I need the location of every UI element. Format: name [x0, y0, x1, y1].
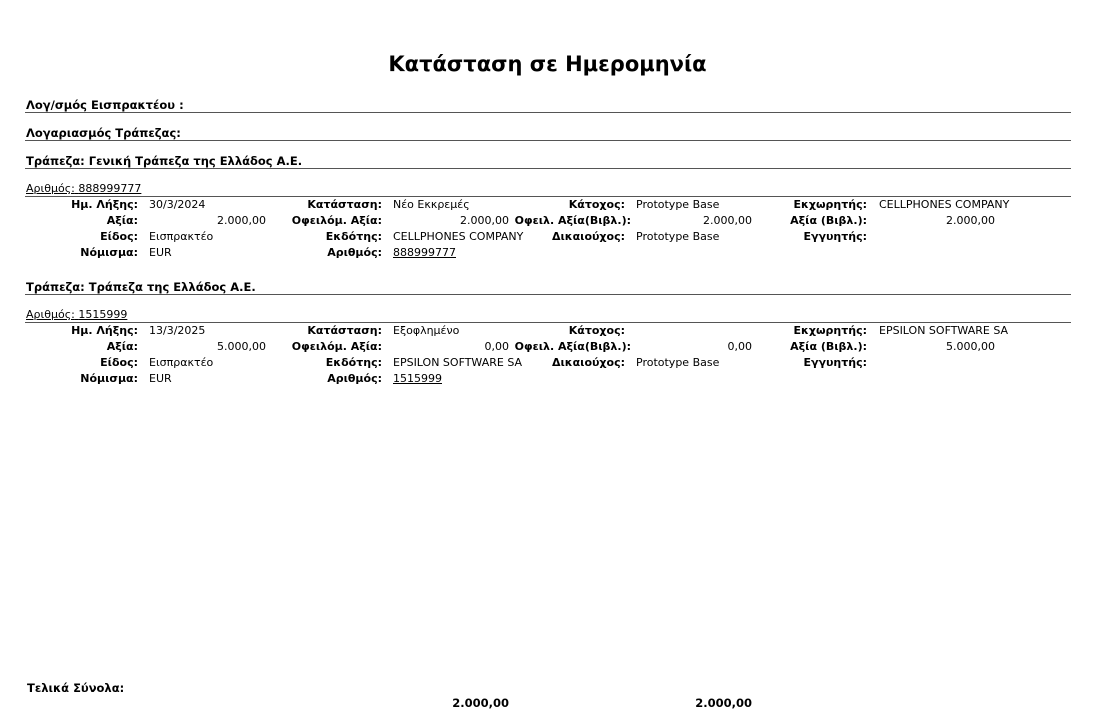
value-amount: 2.000,00 — [217, 214, 266, 227]
currency-label: Νόμισμα: — [80, 372, 138, 385]
expiry-label: Ημ. Λήξης: — [71, 324, 138, 337]
number-prefix: Αριθμός: — [26, 182, 75, 195]
bank-header: Τράπεζα: Γενική Τράπεζα της Ελλάδος Α.Ε. — [26, 154, 303, 168]
value-book-label: Αξία (Βιβλ.): — [790, 214, 867, 227]
endorser-value: EPSILON SOFTWARE SA — [879, 324, 1009, 337]
type-value: Εισπρακτέο — [149, 356, 214, 369]
endorser-value: CELLPHONES COMPANY — [879, 198, 1010, 211]
number-ref-link[interactable]: 888999777 — [393, 246, 456, 259]
number-label: Αριθμός: — [327, 372, 382, 385]
holder-label: Κάτοχος: — [568, 198, 625, 211]
value-amount: 5.000,00 — [217, 340, 266, 353]
owed-value-book-amount: 2.000,00 — [703, 214, 752, 227]
holder-label: Κάτοχος: — [568, 324, 625, 337]
value-book-amount: 5.000,00 — [946, 340, 995, 353]
status-label: Κατάσταση: — [307, 324, 382, 337]
owed-value-total: 2.000,00 — [452, 696, 509, 710]
bank-account-label: Λογαριασμός Τράπεζας: — [26, 126, 181, 140]
owed-value-amount: 0,00 — [484, 340, 509, 353]
status-value: Εξοφλημένο — [393, 324, 460, 337]
status-label: Κατάσταση: — [307, 198, 382, 211]
owed-value-label: Οφειλόμ. Αξία: — [291, 340, 382, 353]
type-value: Εισπρακτέο — [149, 230, 214, 243]
divider — [25, 294, 1071, 295]
beneficiary-value: Prototype Base — [636, 356, 720, 369]
guarantor-label: Εγγυητής: — [803, 230, 867, 243]
number-label: Αριθμός: — [327, 246, 382, 259]
value-label: Αξία: — [106, 340, 138, 353]
expiry-value: 30/3/2024 — [149, 198, 206, 211]
issuer-value: EPSILON SOFTWARE SA — [393, 356, 523, 369]
check-number-link[interactable] — [26, 182, 141, 195]
beneficiary-label: Δικαιούχος: — [551, 356, 625, 369]
check-number-link[interactable] — [26, 308, 127, 321]
issuer-label: Εκδότης: — [325, 356, 382, 369]
report-title: Κατάσταση σε Ημερομηνία — [388, 52, 707, 76]
beneficiary-label: Δικαιούχος: — [551, 230, 625, 243]
owed-value-book-label: Οφειλ. Αξία(Βιβλ.): — [514, 214, 631, 227]
issuer-value: CELLPHONES COMPANY — [393, 230, 524, 243]
endorser-label: Εκχωρητής: — [793, 324, 867, 337]
type-label: Είδος: — [100, 356, 138, 369]
endorser-label: Εκχωρητής: — [793, 198, 867, 211]
status-value: Νέο Εκκρεμές — [393, 198, 470, 211]
divider — [25, 322, 1071, 323]
value-label: Αξία: — [106, 214, 138, 227]
owed-value-book-total: 2.000,00 — [695, 696, 752, 710]
divider — [25, 168, 1071, 169]
value-book-amount: 2.000,00 — [946, 214, 995, 227]
holder-value: Prototype Base — [636, 198, 720, 211]
totals-label: Τελικά Σύνολα: — [27, 681, 125, 695]
owed-value-book-amount: 0,00 — [727, 340, 752, 353]
check-number: 888999777 — [78, 182, 142, 195]
issuer-label: Εκδότης: — [325, 230, 382, 243]
type-label: Είδος: — [100, 230, 138, 243]
number-ref-link[interactable]: 1515999 — [393, 372, 442, 385]
expiry-label: Ημ. Λήξης: — [71, 198, 138, 211]
expiry-value: 13/3/2025 — [149, 324, 206, 337]
owed-value-book-label: Οφειλ. Αξία(Βιβλ.): — [514, 340, 631, 353]
divider — [25, 140, 1071, 141]
currency-value: EUR — [149, 372, 172, 385]
value-book-label: Αξία (Βιβλ.): — [790, 340, 867, 353]
bank-header: Τράπεζα: Τράπεζα της Ελλάδος Α.Ε. — [26, 280, 256, 294]
number-prefix: Αριθμός: — [26, 308, 75, 321]
check-number: 1515999 — [78, 308, 128, 321]
beneficiary-value: Prototype Base — [636, 230, 720, 243]
owed-value-label: Οφειλόμ. Αξία: — [291, 214, 382, 227]
divider — [25, 196, 1071, 197]
owed-value-amount: 2.000,00 — [460, 214, 509, 227]
currency-value: EUR — [149, 246, 172, 259]
collector-account-label: Λογ/σμός Εισπρακτέου : — [26, 98, 184, 112]
divider — [25, 112, 1071, 113]
currency-label: Νόμισμα: — [80, 246, 138, 259]
guarantor-label: Εγγυητής: — [803, 356, 867, 369]
